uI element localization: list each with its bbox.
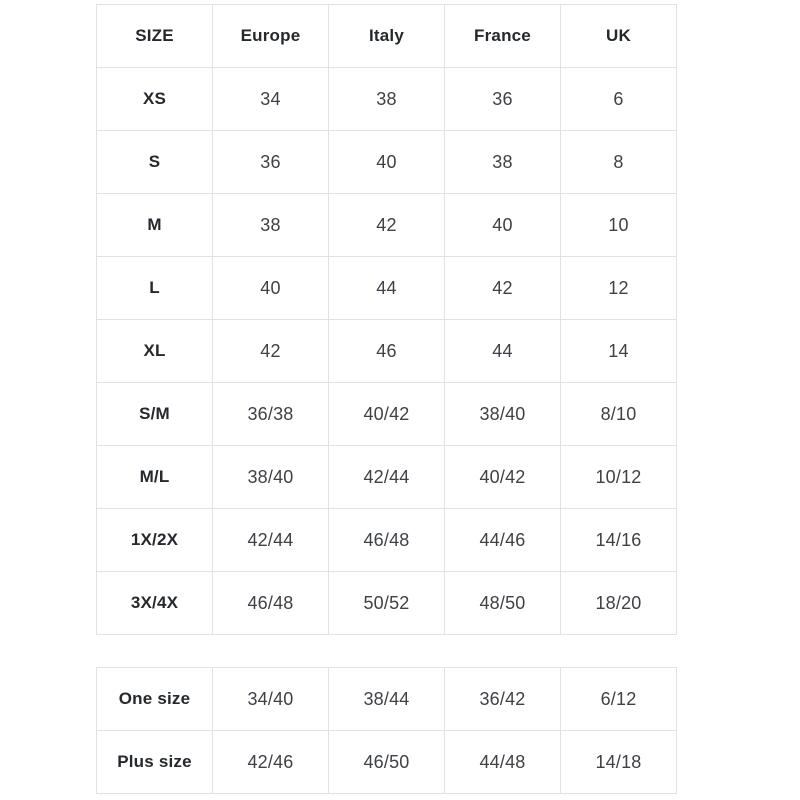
table-row [97,446,677,509]
size-value-cell: 14/16 [561,509,677,572]
table-row [97,131,677,194]
size-value-cell: 42/46 [213,731,329,794]
size-table-secondary-body [97,668,677,794]
table-row [97,572,677,635]
size-value-cell: 46/48 [329,509,445,572]
size-label-cell: XS [97,68,213,131]
table-row [97,257,677,320]
size-value-cell: 6 [561,68,677,131]
size-value-cell: 38/44 [329,668,445,731]
size-label-cell: 3X/4X [97,572,213,635]
size-value-cell: 42/44 [213,509,329,572]
size-label-cell: Plus size [97,731,213,794]
size-label-cell: S [97,131,213,194]
size-label-cell: S/M [97,383,213,446]
table-row [97,320,677,383]
size-value-cell: 40 [329,131,445,194]
size-value-cell: 8 [561,131,677,194]
size-label-cell-header: France [445,5,561,68]
size-value-cell: 34 [213,68,329,131]
size-value-cell: 44/46 [445,509,561,572]
table-row [97,68,677,131]
size-value-cell: 36/42 [445,668,561,731]
size-value-cell: 8/10 [561,383,677,446]
table-row [97,194,677,257]
size-value-cell: 12 [561,257,677,320]
size-value-cell: 44 [329,257,445,320]
size-value-cell: 34/40 [213,668,329,731]
size-value-cell: 40/42 [445,446,561,509]
size-value-cell: 18/20 [561,572,677,635]
size-value-cell: 40 [445,194,561,257]
size-label-cell: 1X/2X [97,509,213,572]
size-value-cell: 10/12 [561,446,677,509]
size-label-cell-header: SIZE [97,5,213,68]
size-value-cell: 44/48 [445,731,561,794]
size-value-cell: 38 [329,68,445,131]
table-row [97,668,677,731]
size-label-cell-header: UK [561,5,677,68]
size-table-main-body [97,5,677,635]
size-value-cell: 46/50 [329,731,445,794]
size-value-cell: 6/12 [561,668,677,731]
size-value-cell: 14/18 [561,731,677,794]
size-label-cell: XL [97,320,213,383]
size-label-cell: L [97,257,213,320]
size-value-cell: 36 [213,131,329,194]
size-value-cell: 42 [329,194,445,257]
size-label-cell-header: Europe [213,5,329,68]
size-value-cell: 46/48 [213,572,329,635]
size-label-cell: One size [97,668,213,731]
size-label-cell-header: Italy [329,5,445,68]
size-table-secondary [96,667,677,794]
size-label-cell: M [97,194,213,257]
header-row [97,5,677,68]
size-value-cell: 40 [213,257,329,320]
size-value-cell: 48/50 [445,572,561,635]
size-value-cell: 38 [445,131,561,194]
table-row [97,731,677,794]
size-conversion-chart [96,4,677,794]
size-value-cell: 36 [445,68,561,131]
size-label-cell: M/L [97,446,213,509]
size-value-cell: 44 [445,320,561,383]
size-value-cell: 50/52 [329,572,445,635]
table-row [97,383,677,446]
size-value-cell: 42 [213,320,329,383]
size-value-cell: 36/38 [213,383,329,446]
size-value-cell: 14 [561,320,677,383]
size-value-cell: 38/40 [445,383,561,446]
table-row [97,509,677,572]
size-value-cell: 38/40 [213,446,329,509]
size-value-cell: 42/44 [329,446,445,509]
size-value-cell: 38 [213,194,329,257]
size-value-cell: 42 [445,257,561,320]
size-value-cell: 40/42 [329,383,445,446]
size-value-cell: 46 [329,320,445,383]
size-table-main [96,4,677,635]
size-value-cell: 10 [561,194,677,257]
